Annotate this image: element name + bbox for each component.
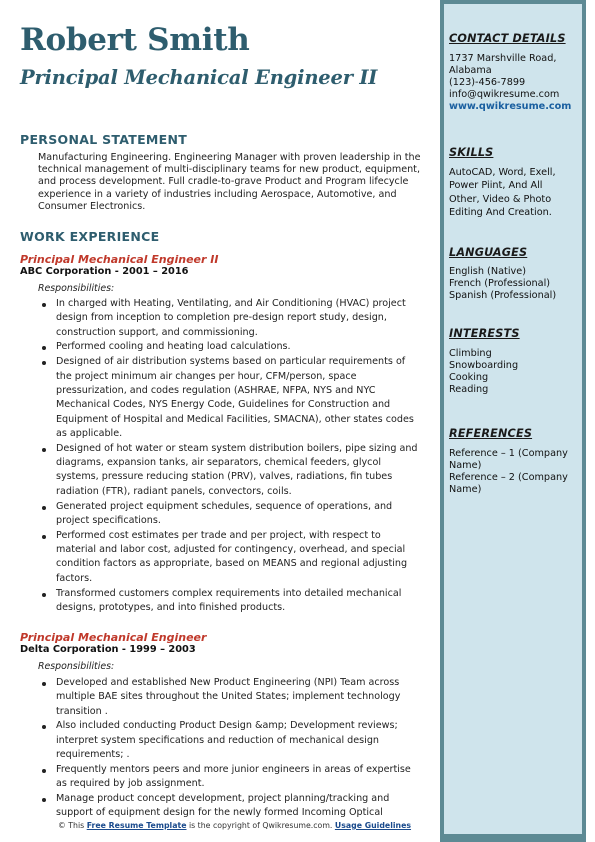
footer-prefix: © This bbox=[58, 821, 87, 830]
job-bullets bbox=[56, 297, 422, 616]
references-heading: REFERENCES bbox=[449, 427, 533, 440]
contact-email[interactable]: info@qwikresume.com bbox=[449, 89, 560, 101]
skills-line: AutoCAD, Word, Exell, bbox=[449, 167, 556, 178]
list-item: Snowboarding bbox=[449, 360, 519, 372]
job-title: Principal Mechanical Engineer bbox=[20, 631, 207, 644]
references-list bbox=[449, 448, 579, 496]
languages-heading: LANGUAGES bbox=[449, 246, 528, 259]
interests-list bbox=[449, 348, 579, 396]
list-item: Generated project equipment schedules, sequence of operations, and project specifications. bbox=[56, 500, 422, 529]
skills-text bbox=[449, 166, 579, 220]
job-responsibilities-label: Responsibilities: bbox=[38, 283, 115, 294]
job-company: ABC Corporation - 2001 – 2016 bbox=[20, 266, 189, 277]
job-title: Principal Mechanical Engineer II bbox=[20, 253, 219, 266]
reference-line: Name) bbox=[449, 460, 482, 472]
reference-line: Reference – 2 (Company bbox=[449, 472, 568, 484]
candidate-role: Principal Mechanical Engineer II bbox=[20, 66, 378, 89]
list-item: French (Professional) bbox=[449, 278, 551, 290]
footer-copyright bbox=[58, 821, 411, 830]
contact-details bbox=[449, 53, 579, 113]
list-item: In charged with Heating, Ventilating, and Air Conditioning (HVAC) project design from inception to completion pre-design report study, design, construction support, and commissioning. bbox=[56, 297, 422, 340]
job-company: Delta Corporation - 1999 – 2003 bbox=[20, 644, 196, 655]
usage-guidelines-link[interactable]: Usage Guidelines bbox=[334, 821, 412, 830]
personal-statement-text: Manufacturing Engineering. Engineering Manager with proven leadership in the technical management of multi-disciplinary teams for new product, equipment, and process development. Full cradle-to-grave Product and Program lifecycle experience in a variety of industries including Aerospace, Automotive, and Consumer Electronics. bbox=[38, 152, 421, 212]
free-resume-template-link[interactable]: Free Resume Template bbox=[86, 821, 187, 830]
list-item: Developed and established New Product Engineering (NPI) Team across multiple BAE sites throughout the United States; implement technology transition . bbox=[56, 676, 422, 719]
contact-heading: CONTACT DETAILS bbox=[449, 32, 566, 45]
skills-line: Power Piint, And All bbox=[449, 180, 543, 192]
skills-line: Other, Video & Photo bbox=[449, 193, 552, 205]
list-item: Designed of hot water or steam system distribution boilers, pipe sizing and diagrams, expansion tanks, air separators, chemical feeders, glycol systems, pressure reducing station (PRV), valves, radiations, fin tubes radiation (FTR), radiant panels, convectors, coils. bbox=[56, 442, 422, 499]
list-item: Also included conducting Product Design &amp; Development reviews; interpret system specifications and reduction of mechanical design requirements; . bbox=[56, 719, 422, 762]
list-item: Performed cooling and heating load calculations. bbox=[56, 340, 422, 354]
list-item: Manage product concept development, project planning/tracking and support of equipment design for the newly formed Incoming Optical bbox=[56, 792, 422, 821]
candidate-name: Robert Smith bbox=[20, 22, 250, 58]
list-item: Reading bbox=[449, 384, 489, 396]
skills-heading: SKILLS bbox=[449, 146, 494, 159]
list-item: Frequently mentors peers and more junior engineers in areas of expertise as required by job assignment. bbox=[56, 763, 422, 792]
list-item: Spanish (Professional) bbox=[449, 290, 557, 302]
languages-list bbox=[449, 266, 579, 302]
work-experience-heading: WORK EXPERIENCE bbox=[20, 229, 160, 244]
contact-address-line1: 1737 Marshville Road, bbox=[449, 53, 557, 64]
list-item: Climbing bbox=[449, 348, 492, 359]
main-column bbox=[20, 0, 425, 842]
skills-line: Editing And Creation. bbox=[449, 207, 552, 219]
contact-phone: (123)-456-7899 bbox=[449, 77, 526, 89]
contact-website-link[interactable]: www.qwikresume.com bbox=[449, 101, 572, 113]
personal-statement-heading: PERSONAL STATEMENT bbox=[20, 132, 188, 147]
list-item: Designed of air distribution systems based on particular requirements of the project minimum air changes per hour, CFM/person, space pressurization, and codes regulation (ASHRAE, NFPA, NYS and NYC Mechanical Codes, NYS Energy Code, Guidelines for Construction and Equipment of Hospital and Medical Facilities, SMACNA), other states codes as applicable. bbox=[56, 355, 422, 441]
footer-middle: is the copyright of Qwikresume.com. bbox=[186, 821, 335, 830]
contact-address-line2: Alabama bbox=[449, 65, 492, 77]
job-bullets bbox=[56, 676, 422, 821]
reference-line: Reference – 1 (Company bbox=[449, 448, 568, 459]
sidebar-panel bbox=[444, 4, 582, 834]
job-responsibilities-label: Responsibilities: bbox=[38, 661, 115, 672]
list-item: Cooking bbox=[449, 372, 489, 384]
list-item: Transformed customers complex requirements into detailed mechanical designs, prototypes, and into finished products. bbox=[56, 587, 422, 616]
interests-heading: INTERESTS bbox=[449, 327, 520, 340]
list-item: English (Native) bbox=[449, 266, 526, 277]
reference-line: Name) bbox=[449, 484, 482, 496]
list-item: Performed cost estimates per trade and per project, with respect to material and labor cost, adjusted for contingency, overhead, and special condition factors as appropriate, based on MEANS and regional adjusting factors. bbox=[56, 529, 422, 586]
